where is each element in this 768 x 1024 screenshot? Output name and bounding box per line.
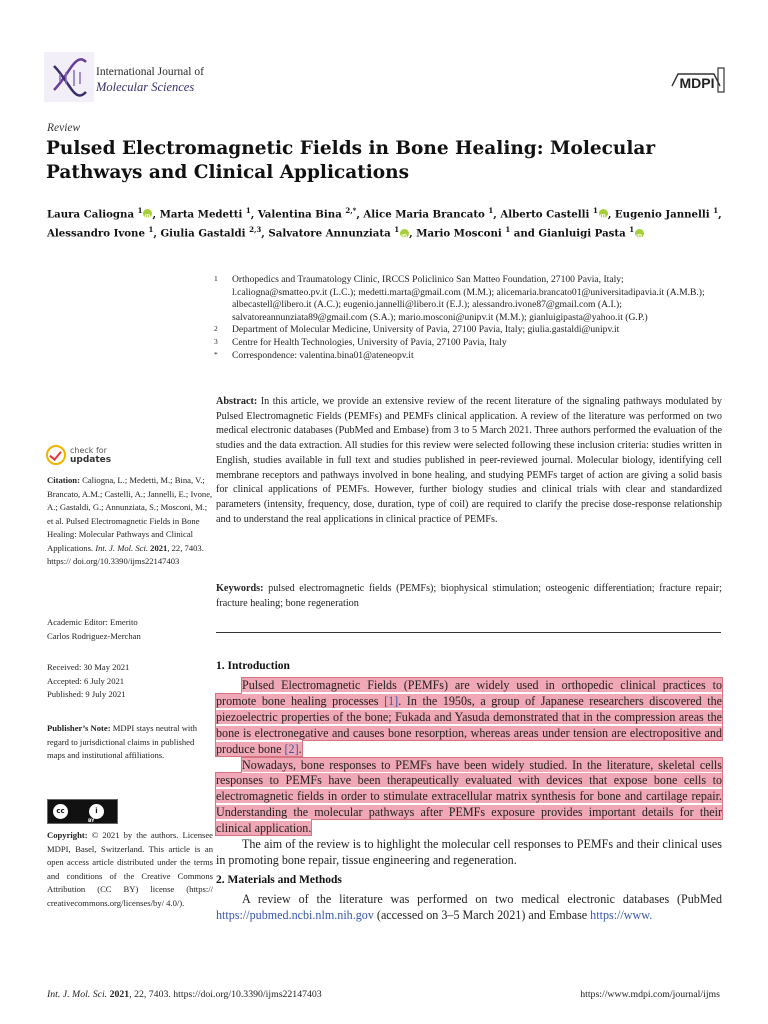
footer-doi[interactable]: , 22, 7403. https://doi.org/10.3390/ijms22147403 (129, 989, 322, 1000)
author-affiliation-marker: 1 (629, 225, 635, 235)
received-date: Received: 30 May 2021 (47, 662, 130, 672)
author-name[interactable]: Gianluigi Pasta (538, 227, 626, 240)
by-label: BY (88, 819, 95, 824)
journal-name (96, 65, 204, 95)
affiliation-item (214, 324, 714, 337)
journal-line2: Molecular Sciences (96, 80, 195, 94)
intro-p2-text: Nowadays, bone responses to PEMFs have been widely studied. In the literature, skeletal cells responses to PEMFs have been therapeutically evaluated with devices that expose bone cells to electromagnetic fields in order to stimulate extracellular matrix synthesis for bone and cartilage repair. Understanding the molecular pathways after PEMFs exposure provides important details for their clinical application. (216, 757, 722, 836)
author-affiliation-marker: 1 (592, 206, 598, 215)
check-line1: check for (70, 445, 107, 455)
article-title: Pulsed Electromagnetic Fields in Bone Healing: Molecular Pathways and Clinical Applications (46, 138, 656, 183)
citation-year: 2021 (150, 542, 168, 553)
footer-journal-url[interactable]: https://www.mdpi.com/journal/ijms (580, 989, 720, 1000)
copyright-label: Copyright: (47, 830, 88, 840)
author-name[interactable]: Salvatore Annunziata (268, 227, 391, 240)
author-name[interactable]: Eugenio Jannelli (614, 208, 710, 221)
orcid-icon[interactable] (599, 209, 608, 218)
academic-editor (47, 616, 213, 643)
methods-paragraph-1 (216, 892, 722, 924)
author-affiliation-marker: 1 (488, 206, 494, 215)
abstract-text: In this article, we provide an extensive review of the recent literature of the signaling pathways modulated by Pulsed Electromagnetic Fields (PEMFs) and PEMFs clinical application. A review of the literature was performed on two medical electronic databases (PubMed and Embase) from 3 to 5 March 2021. Three authors performed the evaluation of the studies and the data extraction. All studies for this review were selected following these inclusion criteria: studies written in English, studies available in full text and studies published in peer-reviewed journal. Molecular biology, identifying cell membrane receptors and pathways involved in bone healing, and studying PEMFs target of action are giving a solid basis for clinical applications of PEMFs. However, further biology studies and clinical trials with clear and standardized parameters (intensity, frequency, dose, duration, type of coil) are required to clarify the precise dose-response relationship and to understand the real applications in clinical practice of PEMFs. (216, 396, 722, 525)
intro-paragraph-2 (216, 758, 722, 838)
affiliation-number: * (214, 349, 218, 359)
cc-by-license-badge[interactable] (47, 799, 118, 824)
affiliation-text: Correspondence: valentina.bina01@ateneopv.it (232, 349, 414, 361)
orcid-icon[interactable] (400, 229, 409, 238)
embase-link[interactable]: https://www. (590, 907, 653, 922)
divider (216, 632, 721, 633)
citation-label: Citation: (47, 475, 80, 485)
intro-paragraph-3: The aim of the review is to highlight the molecular cell responses to PEMFs and their clinical uses in promoting bone repair, tissue engineering and regeneration. (216, 837, 722, 867)
dates-block (47, 661, 213, 702)
citation-journal: Int. J. Mol. Sci. (95, 542, 148, 553)
intro-p1-part-c: . (298, 741, 302, 756)
journal-logo (44, 52, 94, 102)
intro-paragraph-1 (216, 678, 722, 758)
check-for-updates-badge[interactable] (46, 443, 126, 467)
accepted-date: Accepted: 6 July 2021 (47, 675, 125, 686)
note-text: MDPI stays neutral with regard to jurisdictional claims in published maps and institutional affiliations. (47, 723, 197, 760)
footer-citation (47, 989, 322, 1000)
published-date: Published: 9 July 2021 (47, 689, 126, 699)
author-affiliation-marker: 1 (148, 225, 154, 235)
author-affiliation-marker: 1 (245, 206, 251, 215)
mdpi-text: MDPI (679, 75, 715, 91)
note-label: Publisher’s Note: (47, 723, 111, 733)
pubmed-link[interactable]: https://pubmed.ncbi.nlm.nih.gov (216, 907, 374, 922)
author-affiliation-marker: 1 (505, 225, 511, 235)
author-name[interactable]: Giulia Gastaldi (160, 227, 246, 240)
keywords-label: Keywords: (216, 583, 264, 594)
check-icon (46, 445, 66, 465)
keywords-text: pulsed electromagnetic fields (PEMFs); biophysical stimulation; osteogenic differentiation; fracture repair; fracture healing; bone regeneration (216, 583, 722, 609)
citation-doi-link[interactable]: https:// doi.org/10.3390/ijms22147403 (47, 556, 180, 566)
affiliations (214, 274, 714, 362)
intro-body (216, 678, 722, 869)
affiliation-number: 1 (214, 274, 218, 283)
citation-volume: , 22, 7403. (167, 542, 204, 553)
reference-link-2[interactable]: [2] (284, 741, 299, 756)
methods-p1-part-b: (accessed on 3–5 March 2021) and Embase (373, 907, 591, 922)
author-affiliation-marker: 1 (394, 225, 400, 235)
methods-p1-part-a: A review of the literature was performed on two medical electronic databases (PubMed (242, 892, 722, 906)
citation-text: Caliogna, L.; Medetti, M.; Bina, V.; Brancato, A.M.; Castelli, A.; Jannelli, E.; Ivone, A.; Gastaldi, G.; Annunziata, S.; Mosconi, M.; et al. Pulsed Electromagnetic Fields in Bone Healing: Molecular Pathways and Clinical Applications. (47, 475, 213, 553)
affiliation-text: Orthopedics and Traumatology Clinic, IRCCS Policlinico San Matteo Foundation, 27100 Pavia, Italy; l.caliogna@smatteo.pv.it (L.C.); medetti.marta@gmail.com (M.M.); alicemaria.brancato01@universitadipavia.it (A.M.B.); albecastell@libero.it (A.C.); eugenio.jannelli@libero.it (E.J.); alessandro.ivone87@gmail.com (A.I.); salvatoreannunziata89@gmail.com (S.A.); mario.mosconi@unipv.it (M.M.); gianluigipasta@yahoo.it (G.P.) (232, 274, 705, 323)
affiliation-item (214, 274, 714, 324)
author-name[interactable]: Alberto Castelli (500, 208, 590, 221)
author-list: Laura Caliogna $^1$iD , Marta Medetti $^1$, Valentina Bina $^{2,*}$, Alice Maria Brancato $^1$, Alberto Castelli $^1$iD , Eugenio Jannelli $^1$, Alessandro Ivone $^1$, Giulia Gastaldi $^{2,3}$, Salvatore Annunziata $^1$iD , Mario Mosconi $^1$ and Gianluigi Pasta $^1$iD (47, 203, 737, 242)
attribution-icon: i (88, 803, 105, 820)
orcid-icon[interactable] (143, 209, 152, 218)
footer-journal: Int. J. Mol. Sci. (47, 989, 108, 1000)
section-heading-introduction: 1. Introduction (216, 660, 290, 672)
abstract (216, 395, 722, 527)
section-heading-methods: 2. Materials and Methods (216, 874, 342, 886)
check-line2: updates (70, 454, 112, 465)
intro-p1-part-b: . In the 1950s, a group of Japanese researchers discovered the piezoelectric properties of the bone; Fukada and Yasuda demonstrated that in the compression areas the bone is electronegative and causes bone resorption, whereas areas under tension are electropositive and produce bone (216, 693, 722, 756)
affiliation-item (214, 350, 714, 363)
author-name[interactable]: Laura Caliogna (47, 208, 135, 221)
intro-p1-part-a: Pulsed Electromagnetic Fields (PEMFs) are widely used in orthopedic clinical practices to promote bone healing processes (216, 678, 722, 708)
cc-icon: cc (52, 803, 69, 820)
journal-line1: International Journal of (96, 66, 204, 78)
orcid-icon[interactable] (635, 229, 644, 238)
author-name[interactable]: Alice Maria Brancato (363, 208, 485, 221)
affiliation-number: 2 (214, 324, 218, 334)
citation-block (47, 474, 213, 569)
affiliation-text: Department of Molecular Medicine, University of Pavia, 27100 Pavia, Italy; giulia.gastaldi@unipv.it (232, 324, 620, 336)
author-affiliation-marker: 2,3 (249, 225, 262, 235)
editor-label: Academic Editor: Emerito (47, 617, 138, 627)
copyright-block (47, 829, 213, 910)
affiliation-text: Centre for Health Technologies, University of Pavia, 27100 Pavia, Italy (232, 336, 507, 348)
methods-body (216, 892, 722, 924)
author-name[interactable]: Alessandro Ivone (47, 227, 145, 240)
author-name[interactable]: Mario Mosconi (416, 227, 502, 240)
footer-year: 2021 (109, 989, 130, 1000)
author-affiliation-marker: 2,* (345, 206, 357, 215)
reference-link-1[interactable]: [1] (384, 693, 399, 708)
author-affiliation-marker: 1 (713, 206, 719, 215)
author-affiliation-marker: 1 (137, 206, 143, 215)
editor-name: Carlos Rodriguez-Merchan (47, 630, 141, 641)
article-type: Review (47, 122, 81, 134)
author-name[interactable]: Valentina Bina (257, 208, 342, 221)
copyright-text: © 2021 by the authors. Licensee MDPI, Basel, Switzerland. This article is an open access article distributed under the terms and conditions of the Creative Commons Attribution (CC BY) license (https:// creativecommons.org/licenses/by/ 4.0/). (47, 830, 213, 908)
mdpi-logo[interactable] (668, 66, 726, 94)
affiliation-item (214, 337, 714, 350)
keywords (216, 582, 722, 611)
abstract-label: Abstract: (216, 396, 258, 407)
affiliation-number: 3 (214, 336, 218, 346)
author-name[interactable]: Marta Medetti (159, 208, 243, 221)
publisher-note (47, 722, 213, 763)
